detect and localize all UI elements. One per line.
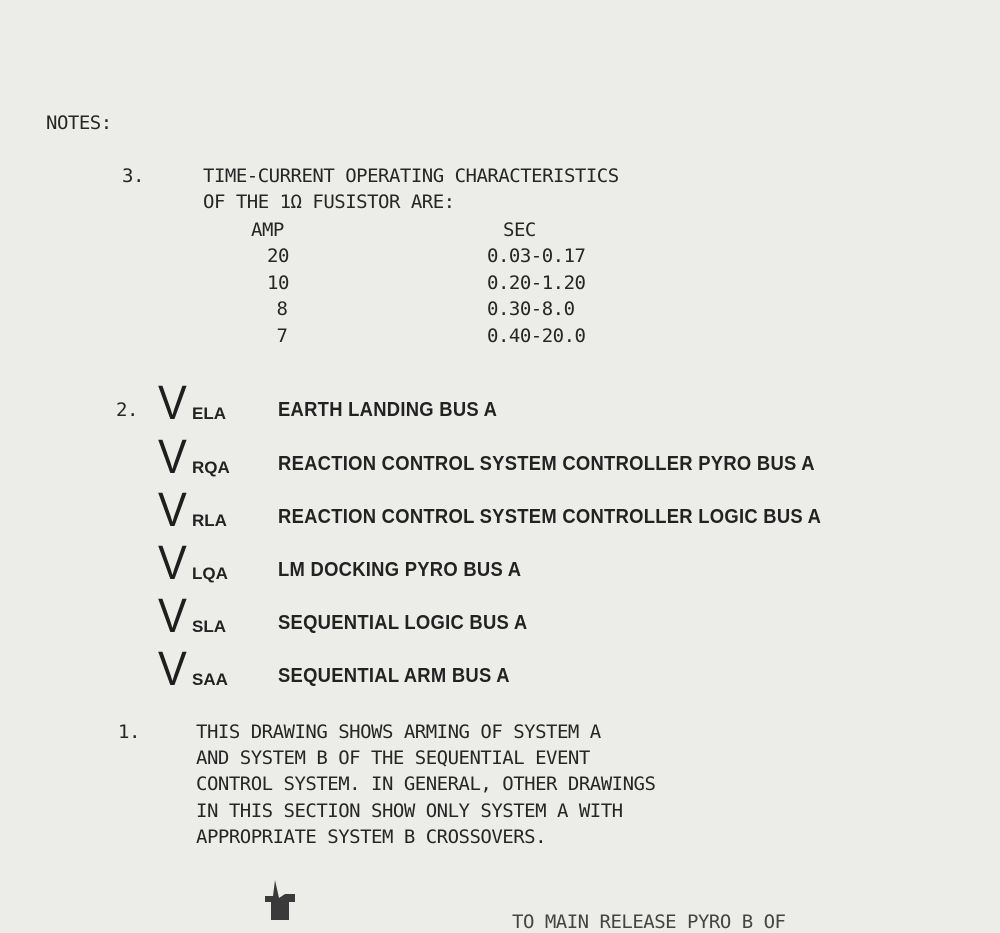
voltage-symbol: V [158,590,187,643]
voltage-symbol: V [158,377,187,430]
ground-symbol-icon [255,880,305,920]
bus-legend-item [150,590,990,643]
column-header-sec: SEC [503,219,536,241]
bus-legend-item [150,643,990,696]
bus-code: SLA [192,617,226,636]
bus-legend-item [150,537,990,590]
note-number: 2. [116,399,138,421]
bus-code: SAA [192,670,228,689]
voltage-symbol: V [158,431,187,484]
bus-code: ELA [192,404,226,423]
bus-code: RLA [192,511,227,530]
bus-legend-item [150,431,990,484]
bus-code: RQA [192,458,230,477]
clipped-label: TO MAIN RELEASE PYRO B OF [512,911,786,933]
note-number: 1. [118,721,140,743]
bus-code: LQA [192,564,228,583]
column-header-amp: AMP [251,219,284,241]
bus-legend-item [150,484,990,537]
bus-description: REACTION CONTROL SYSTEM CONTROLLER LOGIC BUS A [278,506,822,528]
note-text-line: THIS DRAWING SHOWS ARMING OF SYSTEM A [196,721,601,743]
bus-description: REACTION CONTROL SYSTEM CONTROLLER PYRO BUS A [278,453,815,475]
voltage-symbol: V [158,537,187,590]
bus-description: LM DOCKING PYRO BUS A [278,559,522,581]
table-cell-sec: 0.30-8.0 [487,298,575,320]
notes-title: NOTES: [46,112,112,134]
note-number: 3. [122,165,144,187]
note-text-line: AND SYSTEM B OF THE SEQUENTIAL EVENT [196,747,590,769]
table-cell-sec: 0.20-1.20 [487,272,586,294]
note-text-line: OF THE 1Ω FUSISTOR ARE: [203,191,455,213]
note-text-line: IN THIS SECTION SHOW ONLY SYSTEM A WITH [196,800,623,822]
bus-description: SEQUENTIAL ARM BUS A [278,665,510,687]
table-cell-sec: 0.40-20.0 [487,325,586,347]
bus-legend-item [150,377,990,430]
bus-description: SEQUENTIAL LOGIC BUS A [278,612,528,634]
bus-description: EARTH LANDING BUS A [278,399,498,421]
note-text-line: CONTROL SYSTEM. IN GENERAL, OTHER DRAWINGS [196,773,656,795]
table-cell-amp: 8 [276,298,288,320]
voltage-symbol: V [158,484,187,537]
table-cell-amp: 7 [276,325,288,347]
voltage-symbol: V [158,643,187,696]
table-cell-sec: 0.03-0.17 [487,245,586,267]
table-cell-amp: 10 [267,272,289,294]
table-cell-amp: 20 [267,245,289,267]
note-text-line: APPROPRIATE SYSTEM B CROSSOVERS. [196,826,547,848]
note-text-line: TIME-CURRENT OPERATING CHARACTERISTICS [203,165,619,187]
